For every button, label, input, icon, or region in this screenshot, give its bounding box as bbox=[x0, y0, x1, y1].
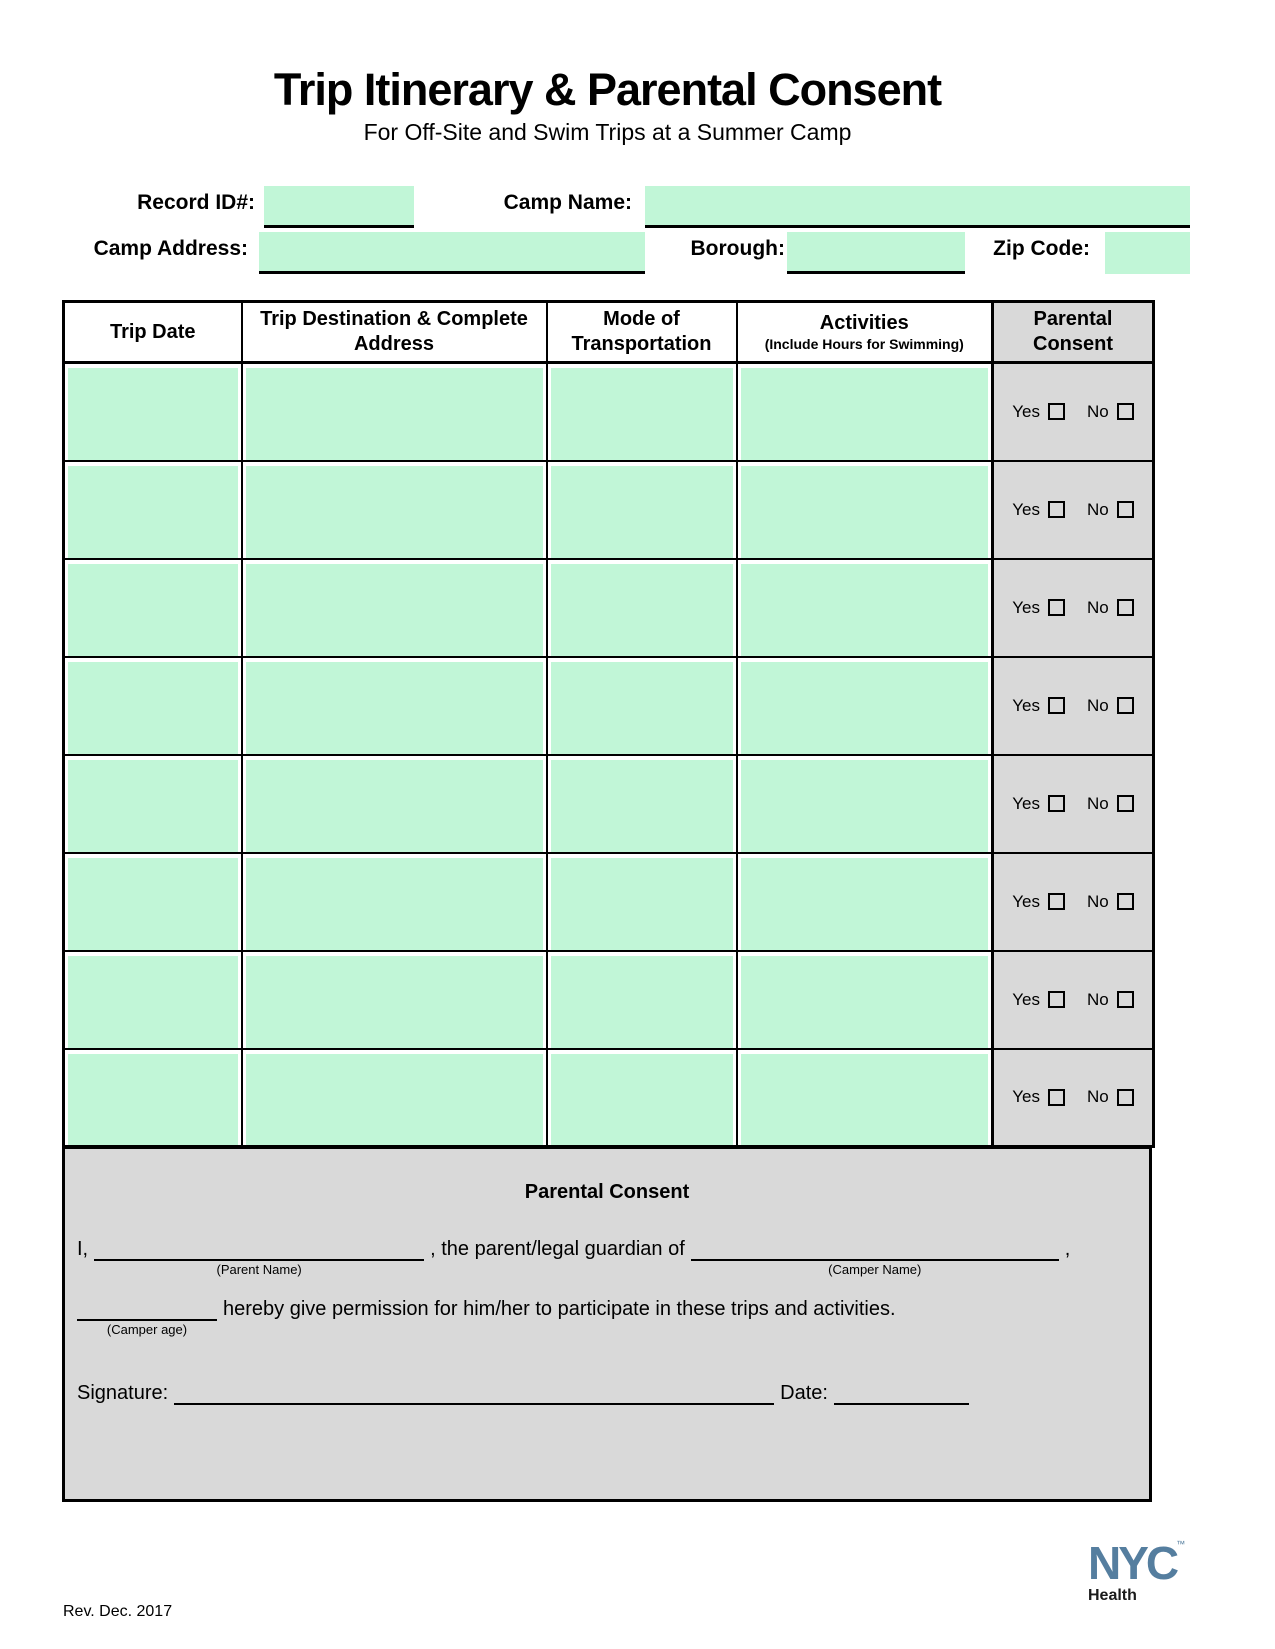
transportation-input[interactable] bbox=[551, 368, 733, 460]
zip-code-field[interactable] bbox=[1105, 232, 1190, 274]
trip-destination-input[interactable] bbox=[246, 956, 543, 1048]
transportation-cell[interactable] bbox=[547, 755, 737, 853]
consent-yes-option bbox=[1012, 892, 1065, 912]
table-row bbox=[64, 657, 1154, 755]
transportation-input[interactable] bbox=[551, 466, 733, 558]
camper-age-blank[interactable] bbox=[77, 1297, 217, 1337]
trip-destination-cell[interactable] bbox=[242, 657, 547, 755]
table-row bbox=[64, 853, 1154, 951]
yes-checkbox[interactable] bbox=[1048, 893, 1065, 910]
trip-destination-input[interactable] bbox=[246, 1054, 543, 1146]
activities-cell[interactable] bbox=[737, 559, 993, 657]
activities-cell[interactable] bbox=[737, 755, 993, 853]
parental-consent-cell bbox=[993, 853, 1154, 951]
transportation-input[interactable] bbox=[551, 564, 733, 656]
yes-checkbox[interactable] bbox=[1048, 795, 1065, 812]
trip-destination-cell[interactable] bbox=[242, 951, 547, 1049]
consent-yes-option bbox=[1012, 794, 1065, 814]
consent-no-option bbox=[1087, 1087, 1134, 1107]
yes-checkbox[interactable] bbox=[1048, 1089, 1065, 1106]
zip-code-label: Zip Code: bbox=[993, 237, 1090, 260]
col-header-activities: Activities (Include Hours for Swimming) bbox=[737, 302, 993, 363]
activities-subheader: (Include Hours for Swimming) bbox=[764, 335, 964, 352]
parent-name-blank[interactable] bbox=[94, 1237, 424, 1277]
trip-date-cell[interactable] bbox=[64, 1049, 242, 1147]
trip-destination-input[interactable] bbox=[246, 466, 543, 558]
no-checkbox[interactable] bbox=[1117, 991, 1134, 1008]
trip-destination-cell[interactable] bbox=[242, 1049, 547, 1147]
activities-input[interactable] bbox=[741, 1054, 989, 1146]
consent-no-option bbox=[1087, 402, 1134, 422]
yes-checkbox[interactable] bbox=[1048, 991, 1065, 1008]
trip-destination-input[interactable] bbox=[246, 858, 543, 950]
consent-yes-option bbox=[1012, 990, 1065, 1010]
col-header-transportation: Mode of Transportation bbox=[547, 302, 737, 363]
yes-checkbox[interactable] bbox=[1048, 501, 1065, 518]
transportation-input[interactable] bbox=[551, 858, 733, 950]
consent-line1-middle: , the parent/legal guardian of bbox=[430, 1238, 685, 1260]
yes-label: Yes bbox=[1012, 793, 1040, 813]
trip-date-input[interactable] bbox=[68, 466, 238, 558]
no-checkbox[interactable] bbox=[1117, 795, 1134, 812]
transportation-input[interactable] bbox=[551, 662, 733, 754]
consent-no-option bbox=[1087, 892, 1134, 912]
date-blank[interactable] bbox=[834, 1381, 969, 1405]
camper-name-caption: (Camper Name) bbox=[828, 1262, 922, 1277]
activities-input[interactable] bbox=[741, 564, 989, 656]
yes-label: Yes bbox=[1012, 499, 1040, 519]
activities-input[interactable] bbox=[741, 760, 989, 852]
activities-cell[interactable] bbox=[737, 363, 993, 461]
activities-cell[interactable] bbox=[737, 1049, 993, 1147]
yes-checkbox[interactable] bbox=[1048, 403, 1065, 420]
col-header-trip-date: Trip Date bbox=[64, 302, 242, 363]
col-header-parental-consent: Parental Consent bbox=[993, 302, 1154, 363]
transportation-cell[interactable] bbox=[547, 363, 737, 461]
yes-label: Yes bbox=[1012, 597, 1040, 617]
trip-date-input[interactable] bbox=[68, 564, 238, 656]
transportation-cell[interactable] bbox=[547, 461, 737, 559]
trip-date-input[interactable] bbox=[68, 662, 238, 754]
camp-name-field[interactable] bbox=[645, 186, 1190, 228]
health-logo-text: Health bbox=[1088, 1587, 1137, 1604]
table-row bbox=[64, 951, 1154, 1049]
no-label: No bbox=[1087, 499, 1109, 519]
table-row bbox=[64, 755, 1154, 853]
signature-blank[interactable] bbox=[174, 1381, 774, 1405]
consent-line1-suffix: , bbox=[1064, 1238, 1071, 1260]
trip-date-cell[interactable] bbox=[64, 363, 242, 461]
transportation-input[interactable] bbox=[551, 1054, 733, 1146]
trip-date-input[interactable] bbox=[68, 368, 238, 460]
nyc-logo-text: NYC bbox=[1088, 1537, 1177, 1589]
activities-input[interactable] bbox=[741, 858, 989, 950]
no-label: No bbox=[1087, 891, 1109, 911]
parental-consent-cell bbox=[993, 559, 1154, 657]
activities-input[interactable] bbox=[741, 956, 989, 1048]
trip-destination-cell[interactable] bbox=[242, 755, 547, 853]
table-row bbox=[64, 559, 1154, 657]
trip-destination-cell[interactable] bbox=[242, 853, 547, 951]
trip-date-cell[interactable] bbox=[64, 755, 242, 853]
camp-name-label: Camp Name: bbox=[503, 191, 632, 214]
transportation-input[interactable] bbox=[551, 760, 733, 852]
table-header-row bbox=[64, 302, 1154, 363]
trip-destination-cell[interactable] bbox=[242, 363, 547, 461]
no-label: No bbox=[1087, 597, 1109, 617]
table-row bbox=[64, 363, 1154, 461]
no-label: No bbox=[1087, 989, 1109, 1009]
transportation-cell[interactable] bbox=[547, 853, 737, 951]
activities-input[interactable] bbox=[741, 466, 989, 558]
consent-yes-option bbox=[1012, 1087, 1065, 1107]
trip-date-cell[interactable] bbox=[64, 853, 242, 951]
table-row bbox=[64, 461, 1154, 559]
activities-input[interactable] bbox=[741, 662, 989, 754]
consent-line2-text: hereby give permission for him/her to participate in these trips and activities. bbox=[223, 1298, 896, 1320]
record-id-field[interactable] bbox=[264, 186, 414, 228]
no-checkbox[interactable] bbox=[1117, 403, 1134, 420]
consent-yes-option bbox=[1012, 598, 1065, 618]
no-label: No bbox=[1087, 695, 1109, 715]
camper-age-caption: (Camper age) bbox=[106, 1322, 188, 1337]
no-checkbox[interactable] bbox=[1117, 893, 1134, 910]
trademark-symbol: ™ bbox=[1176, 1539, 1186, 1549]
borough-field[interactable] bbox=[787, 232, 965, 274]
consent-no-option bbox=[1087, 794, 1134, 814]
activities-cell[interactable] bbox=[737, 853, 993, 951]
table-row bbox=[64, 1049, 1154, 1147]
yes-checkbox[interactable] bbox=[1048, 599, 1065, 616]
consent-no-option bbox=[1087, 990, 1134, 1010]
parental-consent-cell bbox=[993, 461, 1154, 559]
trip-date-input[interactable] bbox=[68, 858, 238, 950]
yes-label: Yes bbox=[1012, 695, 1040, 715]
activities-cell[interactable] bbox=[737, 951, 993, 1049]
revision-note: Rev. Dec. 2017 bbox=[63, 1603, 173, 1620]
parental-consent-cell bbox=[993, 657, 1154, 755]
transportation-cell[interactable] bbox=[547, 951, 737, 1049]
camp-address-label: Camp Address: bbox=[93, 237, 248, 260]
col-header-destination: Trip Destination & Complete Address bbox=[242, 302, 547, 363]
trip-itinerary-table bbox=[62, 300, 1155, 1148]
camp-address-field[interactable] bbox=[259, 232, 645, 274]
consent-line-2 bbox=[77, 1297, 1137, 1337]
trip-destination-input[interactable] bbox=[246, 368, 543, 460]
trip-date-input[interactable] bbox=[68, 1054, 238, 1146]
trip-date-input[interactable] bbox=[68, 956, 238, 1048]
parental-consent-cell bbox=[993, 951, 1154, 1049]
yes-label: Yes bbox=[1012, 401, 1040, 421]
no-label: No bbox=[1087, 1087, 1109, 1107]
signature-line bbox=[77, 1381, 1137, 1405]
borough-label: Borough: bbox=[690, 237, 785, 260]
camper-name-blank[interactable] bbox=[691, 1237, 1059, 1277]
consent-yes-option bbox=[1012, 500, 1065, 520]
record-id-label: Record ID#: bbox=[137, 191, 255, 214]
parent-name-caption: (Parent Name) bbox=[216, 1262, 302, 1277]
no-label: No bbox=[1087, 401, 1109, 421]
trip-date-input[interactable] bbox=[68, 760, 238, 852]
yes-label: Yes bbox=[1012, 989, 1040, 1009]
trip-destination-input[interactable] bbox=[246, 662, 543, 754]
consent-no-option bbox=[1087, 598, 1134, 618]
no-checkbox[interactable] bbox=[1117, 501, 1134, 518]
trip-date-cell[interactable] bbox=[64, 951, 242, 1049]
parental-consent-cell bbox=[993, 755, 1154, 853]
yes-label: Yes bbox=[1012, 1087, 1040, 1107]
transportation-input[interactable] bbox=[551, 956, 733, 1048]
parental-consent-cell bbox=[993, 363, 1154, 461]
no-checkbox[interactable] bbox=[1117, 599, 1134, 616]
nyc-health-logo bbox=[1088, 1537, 1218, 1604]
no-label: No bbox=[1087, 793, 1109, 813]
activities-cell[interactable] bbox=[737, 461, 993, 559]
trip-date-cell[interactable] bbox=[64, 657, 242, 755]
activities-input[interactable] bbox=[741, 368, 989, 460]
no-checkbox[interactable] bbox=[1117, 1089, 1134, 1106]
consent-no-option bbox=[1087, 696, 1134, 716]
trip-destination-cell[interactable] bbox=[242, 461, 547, 559]
yes-label: Yes bbox=[1012, 891, 1040, 911]
consent-section-title: Parental Consent bbox=[524, 1181, 690, 1203]
consent-line-1 bbox=[77, 1237, 1137, 1277]
parental-consent-cell bbox=[993, 1049, 1154, 1147]
trip-destination-input[interactable] bbox=[246, 564, 543, 656]
date-label: Date: bbox=[780, 1382, 828, 1404]
consent-line1-prefix: I, bbox=[77, 1238, 89, 1260]
transportation-cell[interactable] bbox=[547, 657, 737, 755]
page-subtitle: For Off-Site and Swim Trips at a Summer Camp bbox=[363, 119, 852, 145]
trip-destination-input[interactable] bbox=[246, 760, 543, 852]
no-checkbox[interactable] bbox=[1117, 697, 1134, 714]
parental-consent-section bbox=[62, 1146, 1152, 1502]
trip-date-cell[interactable] bbox=[64, 461, 242, 559]
consent-yes-option bbox=[1012, 696, 1065, 716]
trip-destination-cell[interactable] bbox=[242, 559, 547, 657]
transportation-cell[interactable] bbox=[547, 559, 737, 657]
consent-yes-option bbox=[1012, 402, 1065, 422]
trip-table-body bbox=[64, 363, 1154, 1147]
trip-date-cell[interactable] bbox=[64, 559, 242, 657]
yes-checkbox[interactable] bbox=[1048, 697, 1065, 714]
signature-label: Signature: bbox=[77, 1382, 169, 1404]
consent-no-option bbox=[1087, 500, 1134, 520]
page-title: Trip Itinerary & Parental Consent bbox=[273, 64, 942, 115]
activities-cell[interactable] bbox=[737, 657, 993, 755]
transportation-cell[interactable] bbox=[547, 1049, 737, 1147]
